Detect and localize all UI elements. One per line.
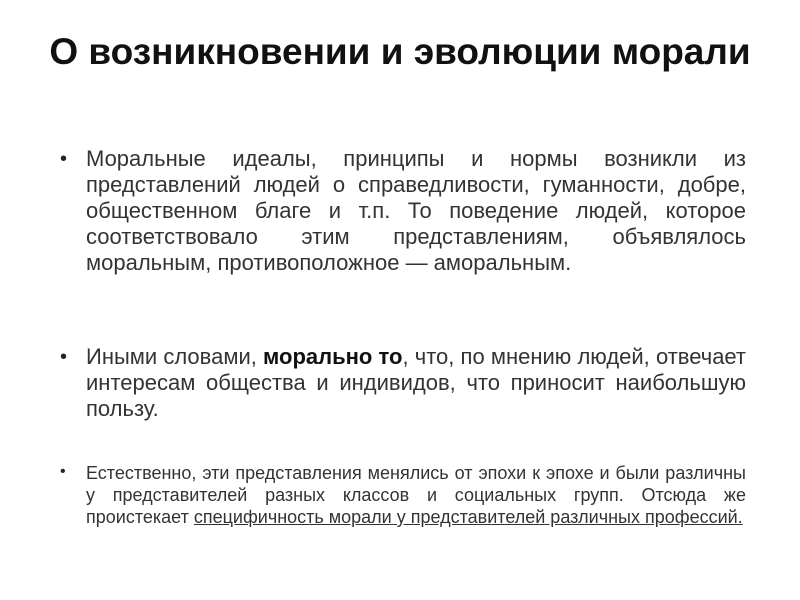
bullet-marker: • bbox=[60, 463, 66, 480]
bullet-marker: • bbox=[60, 346, 68, 368]
bullet-text-plain: Естественно, эти представления менялись от эпохи к эпохе и были различны у представителей разных классов и социальных групп. Отсюда же проистекает bbox=[86, 463, 746, 527]
bullet-text bbox=[86, 344, 746, 422]
bullet-marker: • bbox=[60, 148, 68, 170]
bullet-text-before: Иными словами, bbox=[86, 344, 264, 369]
bullet-text-underlined: специфичность морали у представителей различных профессий. bbox=[193, 507, 743, 527]
bullet-text: Моральные идеалы, принципы и нормы возникли из представлений людей о справедливости, гуманности, добре, общественном благе и т.п. То поведение людей, которое соответствовало этим представлениям, объявлялось моральным, противоположное — аморальным. bbox=[86, 146, 746, 275]
bullet-text-after: , что, по мнению людей, отвечает интересам общества и индивидов, что приносит наибольшую пользу. bbox=[86, 344, 747, 421]
bullet-text bbox=[86, 462, 746, 528]
bullet-text-bold: морально то bbox=[263, 344, 403, 369]
slide-title: О возникновении и эволюции морали bbox=[49, 31, 751, 72]
